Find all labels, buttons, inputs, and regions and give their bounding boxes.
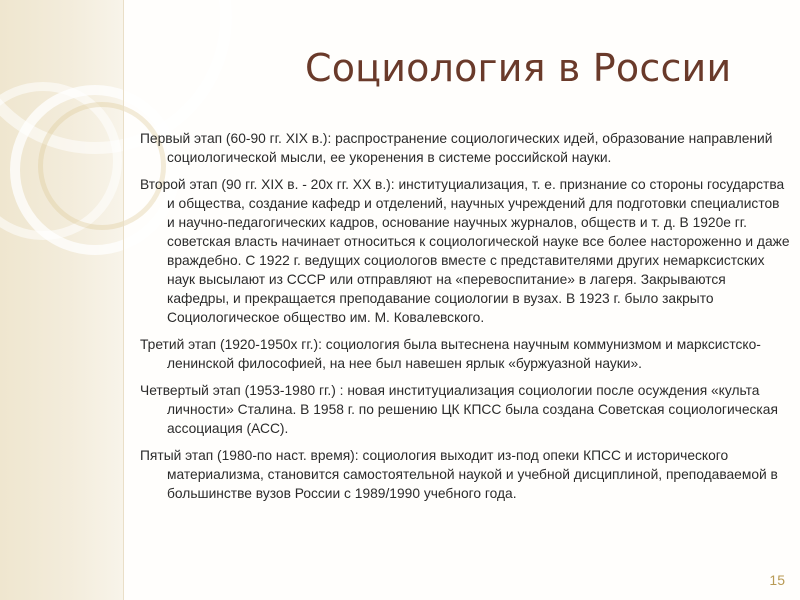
paragraph-stage-2: Второй этап (90 гг. XIX в. - 20х гг. XX в.): институциализация, т. е. признание со стороны государства и общества, создание кафедр и отделений, научных учреждений для подготовки специалистов и научно-педагогических кадров, основание научных журналов, обществ и т. д. В 1920е гг. советская власть начинает относиться к социологической науке все более настороженно и даже враждебно. С 1922 г. ведущих социологов вместе с представителями других немарксистских наук высылают из СССР или отправляют на «перевоспитание» в лагеря. Закрываются кафедры, и прекращается преподавание социологии в вузах. В 1923 г. было закрыто Социологическое общество им. М. Ковалевского. xyxy=(140,177,790,325)
paragraph-stage-5: Пятый этап (1980-по наст. время): социология выходит из-под опеки КПСС и исторического материализма, становится самостоятельной наукой и учебной дисциплиной, преподаваемой в большинстве вузов России с 1989/1990 учебного года. xyxy=(140,448,778,501)
slide-title: Социология в России xyxy=(305,46,732,90)
slide-content xyxy=(140,129,790,511)
paragraph-stage-4: Четвертый этап (1953-1980 гг.) : новая институциализация социологии после осуждения «культа личности» Сталина. В 1958 г. по решению ЦК КПСС была создана Советская социологическая ассоциация (АСС). xyxy=(140,383,778,436)
decorative-divider xyxy=(123,0,124,600)
paragraph-stage-1: Первый этап (60-90 гг. XIX в.): распространение социологических идей, образование направлений социологической мысли, ее укоренения в системе российской науки. xyxy=(140,131,773,165)
page-number: 15 xyxy=(769,572,785,588)
paragraph-stage-3: Третий этап (1920-1950х гг.): социология была вытеснена научным коммунизмом и марксистско-ленинской философией, на нее был навешен ярлык «буржуазной науки». xyxy=(140,337,761,371)
